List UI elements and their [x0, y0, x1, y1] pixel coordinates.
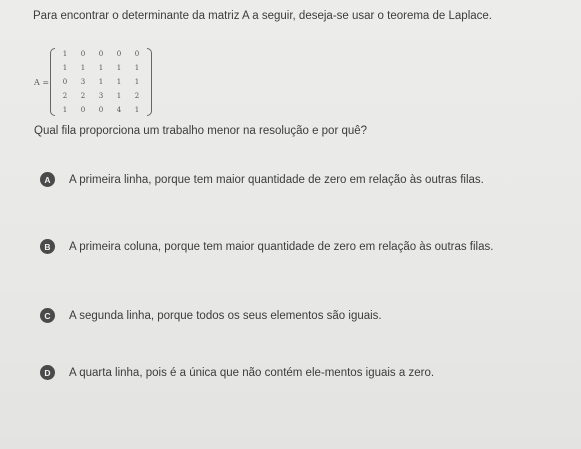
matrix-cell: 1 [80, 64, 86, 72]
option-c[interactable] [40, 309, 520, 323]
matrix-cell: 0 [80, 106, 86, 114]
matrix-cell: 1 [116, 78, 122, 86]
matrix-cell: 1 [62, 50, 68, 58]
option-text: A quarta linha, pois é a única que não contém ele-mentos iguais a zero. [69, 367, 435, 379]
matrix-cell: 1 [62, 106, 68, 114]
option-a[interactable] [40, 173, 520, 187]
question-text: Para encontrar o determinante da matriz A a seguir, deseja-se usar o teorema de Laplace. [33, 10, 492, 22]
matrix-cell: 3 [98, 92, 104, 100]
matrix-row [56, 103, 146, 117]
option-text: A primeira coluna, porque tem maior quantidade de zero em relação às outras filas. [69, 241, 494, 253]
matrix-cell: 1 [116, 92, 122, 100]
matrix-cell: 1 [134, 64, 140, 72]
matrix-cell: 2 [80, 92, 86, 100]
matrix-cell: 1 [98, 64, 104, 72]
option-text: A segunda linha, porque todos os seus elementos são iguais. [69, 310, 382, 322]
matrix-row [56, 75, 146, 89]
matrix-cell: 1 [134, 106, 140, 114]
matrix-row [56, 89, 146, 103]
option-letter-badge: B [40, 239, 55, 254]
matrix-cell: 0 [80, 50, 86, 58]
matrix-row [56, 61, 146, 75]
option-letter-badge: D [40, 365, 55, 380]
matrix-cell: 1 [98, 78, 104, 86]
matrix-label: A = [34, 77, 50, 87]
matrix-cell: 2 [134, 92, 140, 100]
matrix-cell: 2 [62, 92, 68, 100]
matrix-cell: 0 [98, 106, 104, 114]
matrix-cell: 0 [134, 50, 140, 58]
option-letter-badge: A [40, 172, 55, 187]
matrix-cell: 0 [116, 50, 122, 58]
option-text: A primeira linha, porque tem maior quantidade de zero em relação às outras filas. [69, 174, 484, 186]
option-d[interactable] [40, 366, 520, 380]
matrix-cell: 0 [98, 50, 104, 58]
matrix-cell: 3 [80, 78, 86, 86]
matrix-a [34, 45, 152, 119]
option-letter-badge: C [40, 308, 55, 323]
matrix-brackets [50, 47, 152, 117]
matrix-cell: 0 [62, 78, 68, 86]
matrix-cell: 4 [116, 106, 122, 114]
option-b[interactable] [40, 240, 520, 254]
matrix-cell: 1 [134, 78, 140, 86]
matrix-cell: 1 [62, 64, 68, 72]
matrix-row [56, 47, 146, 61]
matrix-cell: 1 [116, 64, 122, 72]
question-prompt: Qual fila proporciona um trabalho menor na resolução e por quê? [34, 125, 368, 137]
matrix-table [56, 47, 146, 117]
